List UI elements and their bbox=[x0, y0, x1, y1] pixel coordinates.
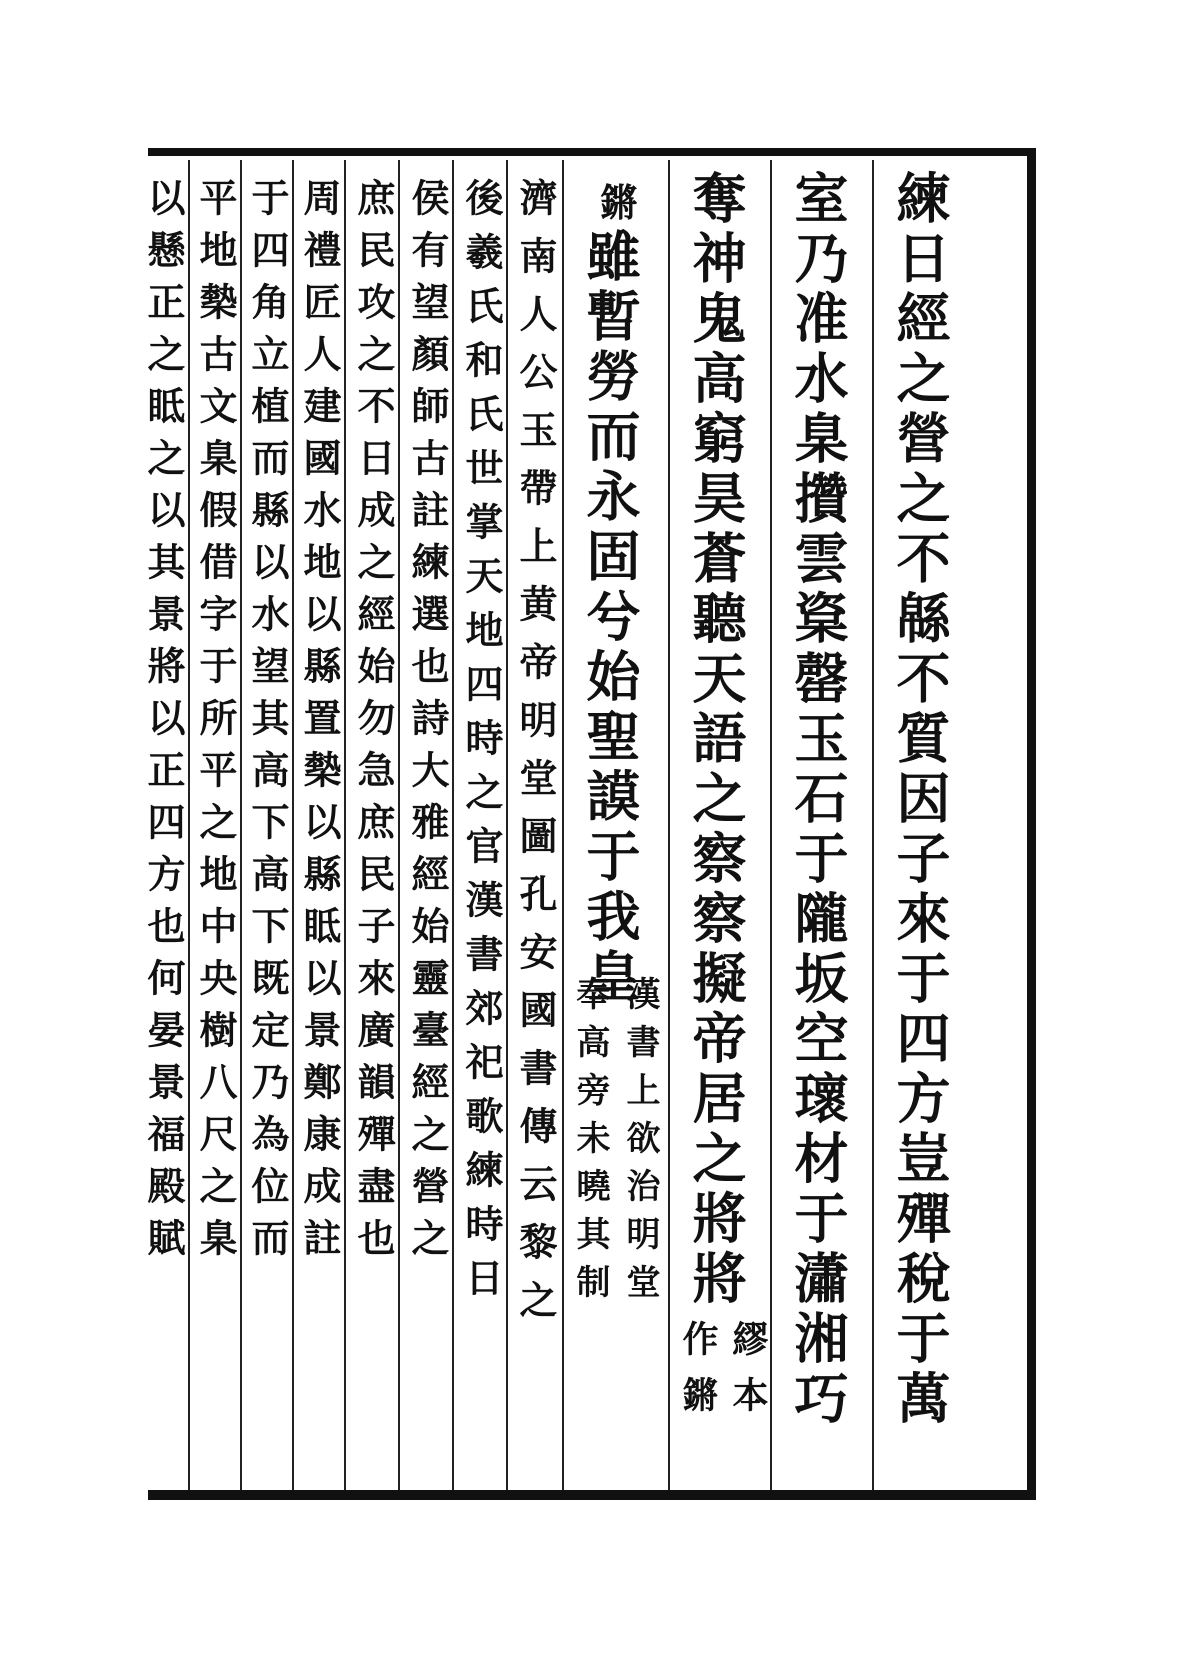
column-rule bbox=[344, 160, 346, 1490]
column-rule bbox=[292, 160, 294, 1490]
column-text: 後羲氏和氏世掌天地四時之官漢書郊祀歌練時日 bbox=[459, 178, 504, 1312]
column-text: 庶民攻之不日成之經始勿急庶民子來廣韻殫盡也 bbox=[351, 178, 396, 1270]
text-column-3 bbox=[684, 170, 748, 1320]
note-text: 漢書上欲治明堂 bbox=[620, 976, 660, 1312]
text-column-4 bbox=[578, 228, 642, 1008]
column-text: 練日經之營之不緜不質因子來于四方豈殫稅于萬 bbox=[888, 170, 952, 1430]
column-rule bbox=[668, 160, 670, 1490]
commentary-column-3 bbox=[404, 178, 450, 1418]
column-text: 奪神鬼高窮昊蒼聽天語之察察擬帝居之將將 bbox=[684, 170, 748, 1310]
text-column-1 bbox=[888, 170, 952, 1480]
column-rule bbox=[506, 160, 508, 1490]
note-text: 作鏘 bbox=[677, 1320, 719, 1432]
interlinear-note-2 bbox=[568, 976, 662, 1312]
column-text: 平地槷古文臬假借字于所平之地中央樹八尺之臬 bbox=[193, 178, 238, 1270]
column-text: 侯有望顏師古註練選也詩大雅經始靈臺經之營之 bbox=[405, 178, 450, 1270]
column-rule bbox=[770, 160, 772, 1490]
column-rule bbox=[452, 160, 454, 1490]
commentary-column-7 bbox=[192, 178, 238, 1418]
text-column-2 bbox=[786, 170, 850, 1480]
head-note-text: 鏘 bbox=[600, 180, 639, 225]
note-text: 奉高旁未曉其制 bbox=[570, 976, 610, 1312]
column-text: 周禮匠人建國水地以縣置槷以縣眡以景鄭康成註 bbox=[297, 178, 342, 1270]
column-rule bbox=[188, 160, 190, 1490]
column-rule bbox=[240, 160, 242, 1490]
note-text: 繆本 bbox=[727, 1320, 769, 1432]
column-text: 濟南人公玉帶上黄帝明堂圖孔安國書傳云黎之 bbox=[513, 178, 558, 1338]
commentary-column-8 bbox=[140, 178, 186, 1418]
column-rule bbox=[398, 160, 400, 1490]
interlinear-note-1 bbox=[676, 1320, 770, 1432]
column-text: 雖暫勞而永固兮始聖謨于我皇 bbox=[578, 228, 642, 1008]
commentary-column-5 bbox=[296, 178, 342, 1418]
commentary-column-2 bbox=[458, 178, 504, 1418]
column-rule bbox=[872, 160, 874, 1490]
commentary-column-6 bbox=[244, 178, 290, 1418]
column-text: 以懸正之眡之以其景將以正四方也何晏景福殿賦 bbox=[141, 178, 186, 1270]
column-text: 室乃准水臬攢雲楶罄玉石于隴坂空瓌材于瀟湘巧 bbox=[786, 170, 850, 1430]
commentary-column-1 bbox=[512, 178, 558, 1418]
commentary-column-4 bbox=[350, 178, 396, 1418]
head-note bbox=[600, 172, 638, 227]
column-text: 于四角立植而縣以水望其高下高下既定乃為位而 bbox=[245, 178, 290, 1270]
column-rule bbox=[562, 160, 564, 1490]
